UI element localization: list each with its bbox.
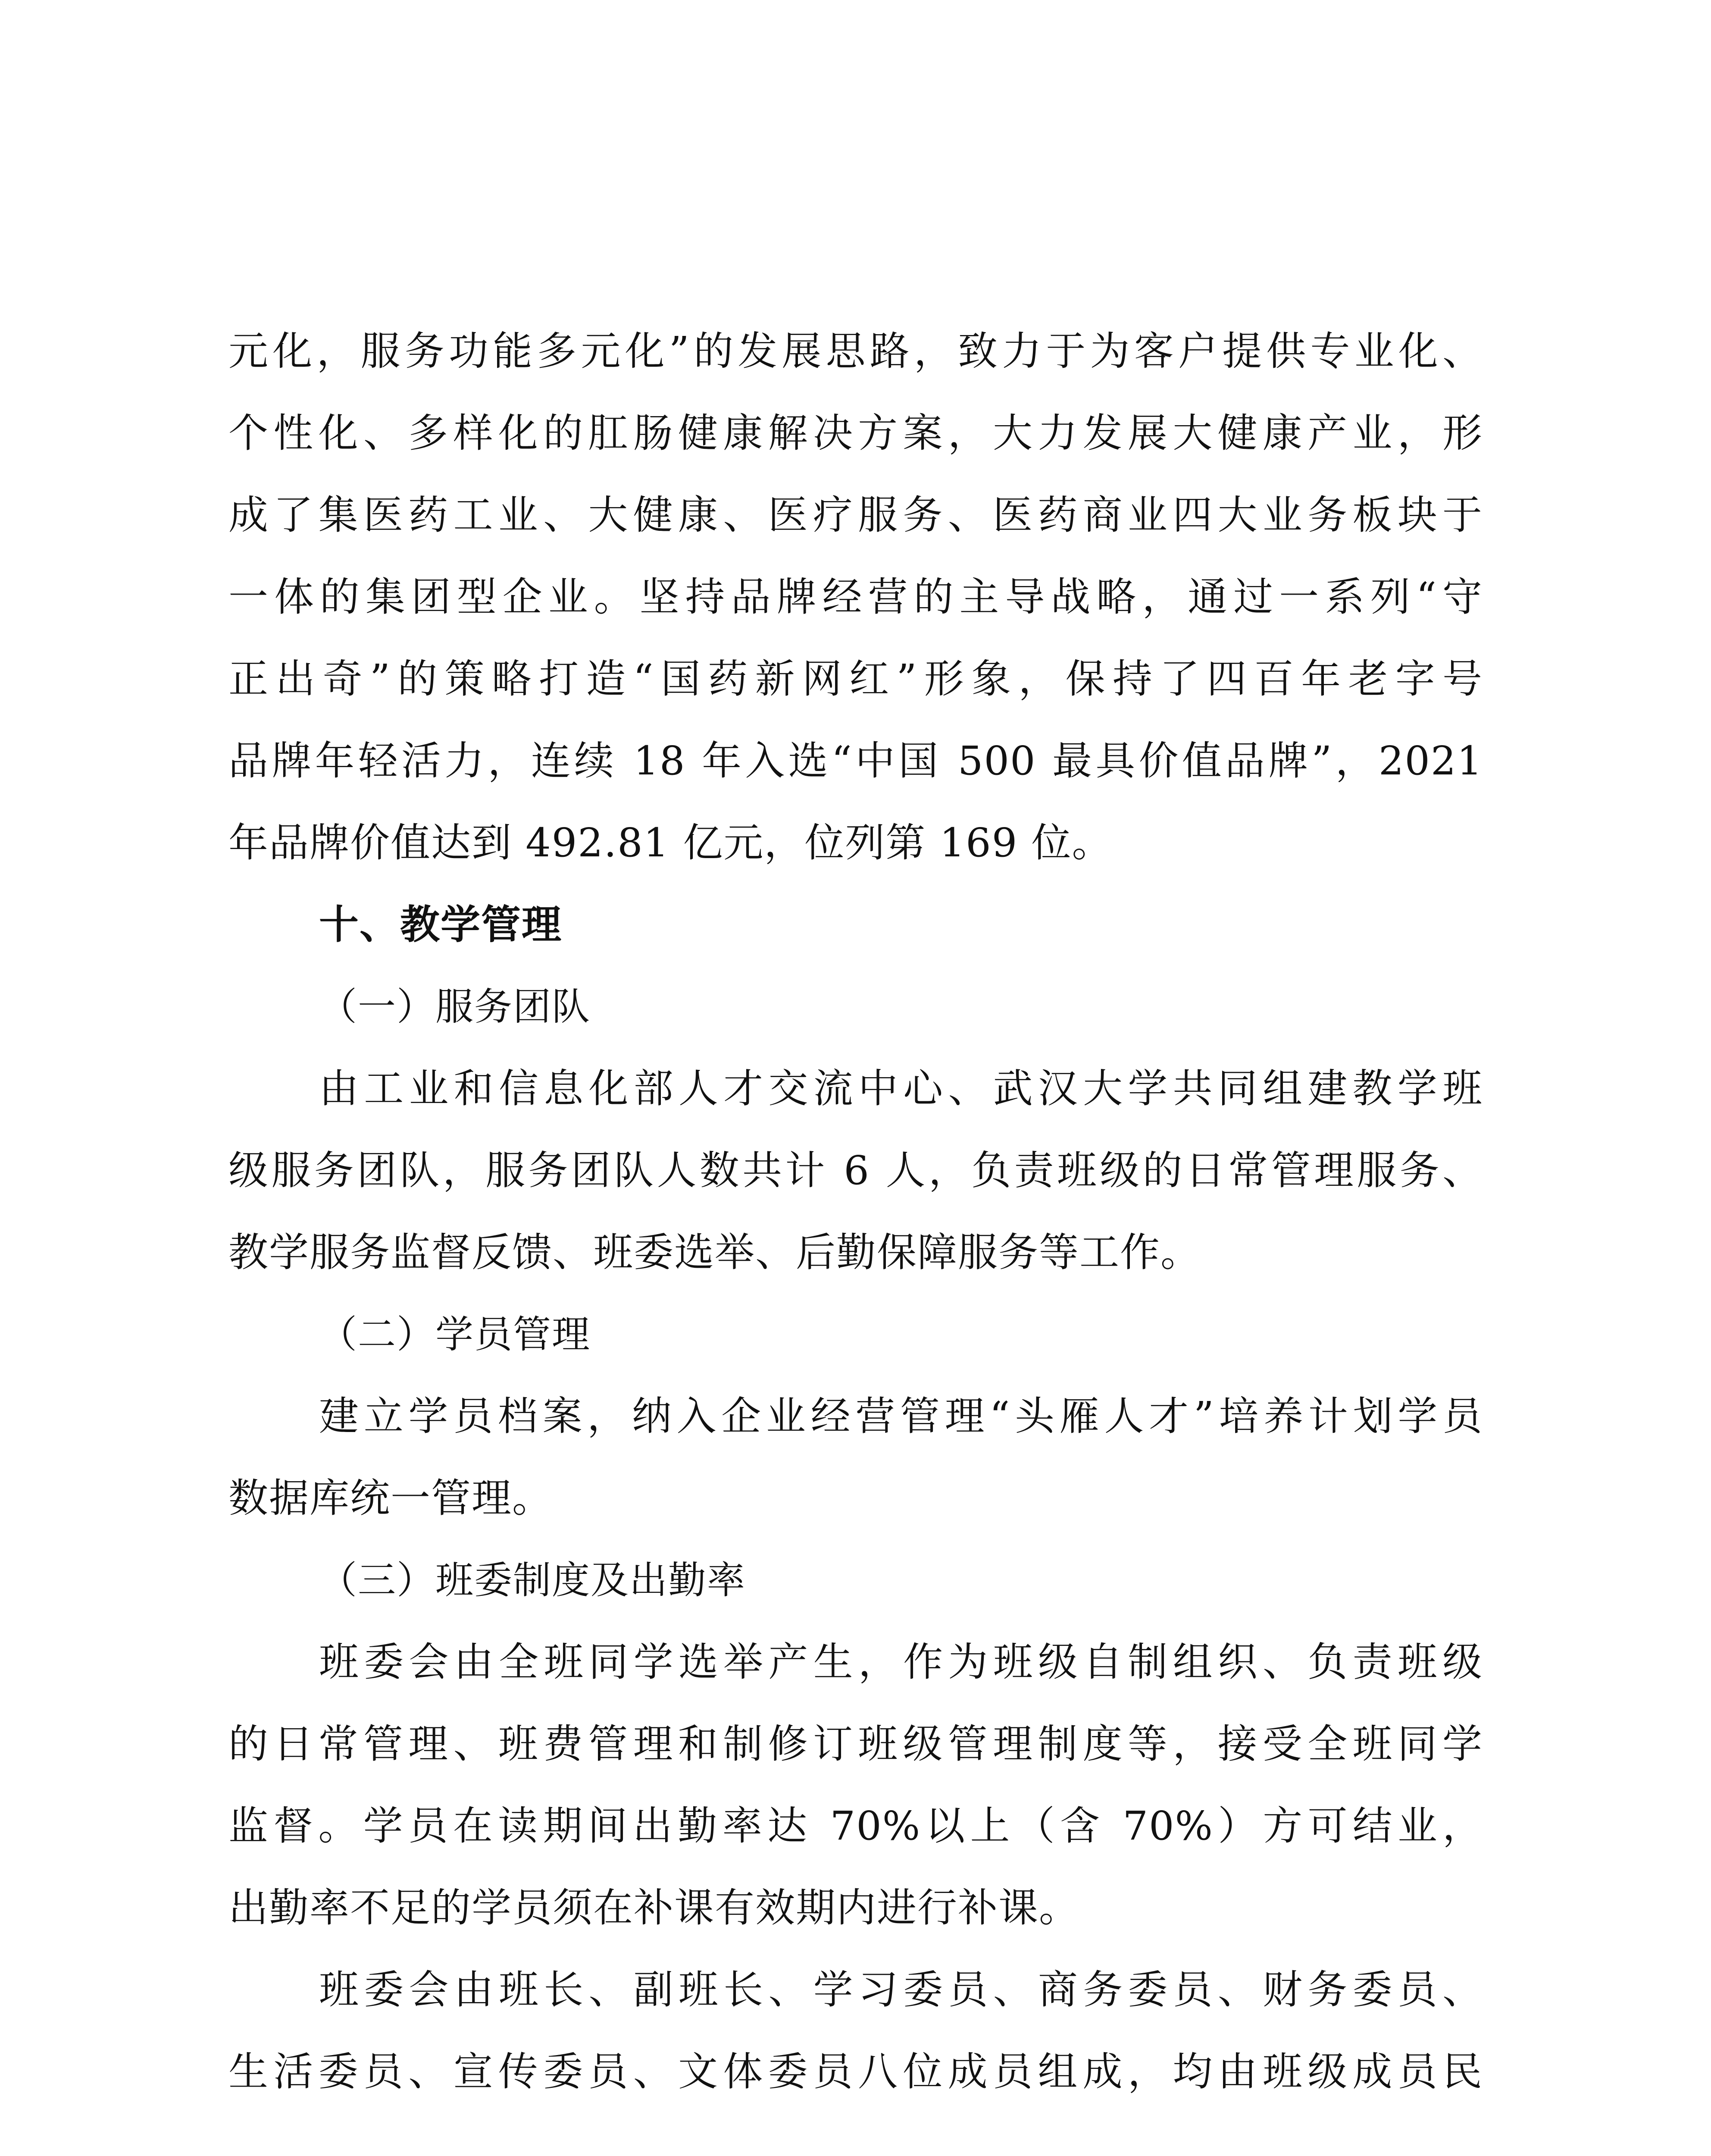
paragraph-line: 级服务团队，服务团队人数共计 6 人，负责班级的日常管理服务、 [228, 1147, 1483, 1194]
paragraph-line: 由工业和信息化部人才交流中心、武汉大学共同组建教学班 [319, 1065, 1483, 1112]
section-heading: 十、教学管理 [319, 902, 563, 948]
paragraph-line: 元化，服务功能多元化”的发展思路，致力于为客户提供专业化、 [228, 328, 1483, 374]
body-text [228, 310, 1483, 2113]
paragraph-line: 个性化、多样化的肛肠健康解决方案，大力发展大健康产业，形 [228, 410, 1483, 456]
paragraph-line: 一体的集团型企业。坚持品牌经营的主导战略，通过一系列“守 [228, 574, 1483, 620]
paragraph-line: 班委会由班长、副班长、学习委员、商务委员、财务委员、 [319, 1967, 1483, 2013]
paragraph-line: 品牌年轻活力，连续 18 年入选“中国 500 最具价值品牌”，2021 [228, 738, 1483, 784]
paragraph-line: 成了集医药工业、大健康、医疗服务、医药商业四大业务板块于 [228, 492, 1483, 538]
paragraph-line: 班委会由全班同学选举产生，作为班级自制组织、负责班级 [319, 1639, 1483, 1685]
paragraph-line: 出勤率不足的学员须在补课有效期内进行补课。 [228, 1885, 1080, 1931]
paragraph-line: 数据库统一管理。 [228, 1475, 553, 1521]
paragraph-line: 教学服务监督反馈、班委选举、后勤保障服务等工作。 [228, 1229, 1201, 1275]
paragraph-line: 正出奇”的策略打造“国药新网红”形象，保持了四百年老字号 [228, 656, 1483, 702]
paragraph-line: 建立学员档案，纳入企业经营管理“头雁人才”培养计划学员 [319, 1393, 1483, 1439]
subsection-heading: （三）班委制度及出勤率 [319, 1558, 746, 1602]
paragraph-line: 年品牌价值达到 492.81 亿元，位列第 169 位。 [228, 820, 1113, 866]
paragraph-line: 的日常管理、班费管理和制修订班级管理制度等，接受全班同学 [228, 1721, 1483, 1767]
subsection-heading: （一）服务团队 [319, 984, 591, 1029]
paragraph-line: 生活委员、宣传委员、文体委员八位成员组成，均由班级成员民 [228, 2049, 1483, 2095]
paragraph-line: 监督。学员在读期间出勤率达 70%以上（含 70%）方可结业， [228, 1803, 1483, 1849]
subsection-heading: （二）学员管理 [319, 1312, 591, 1357]
